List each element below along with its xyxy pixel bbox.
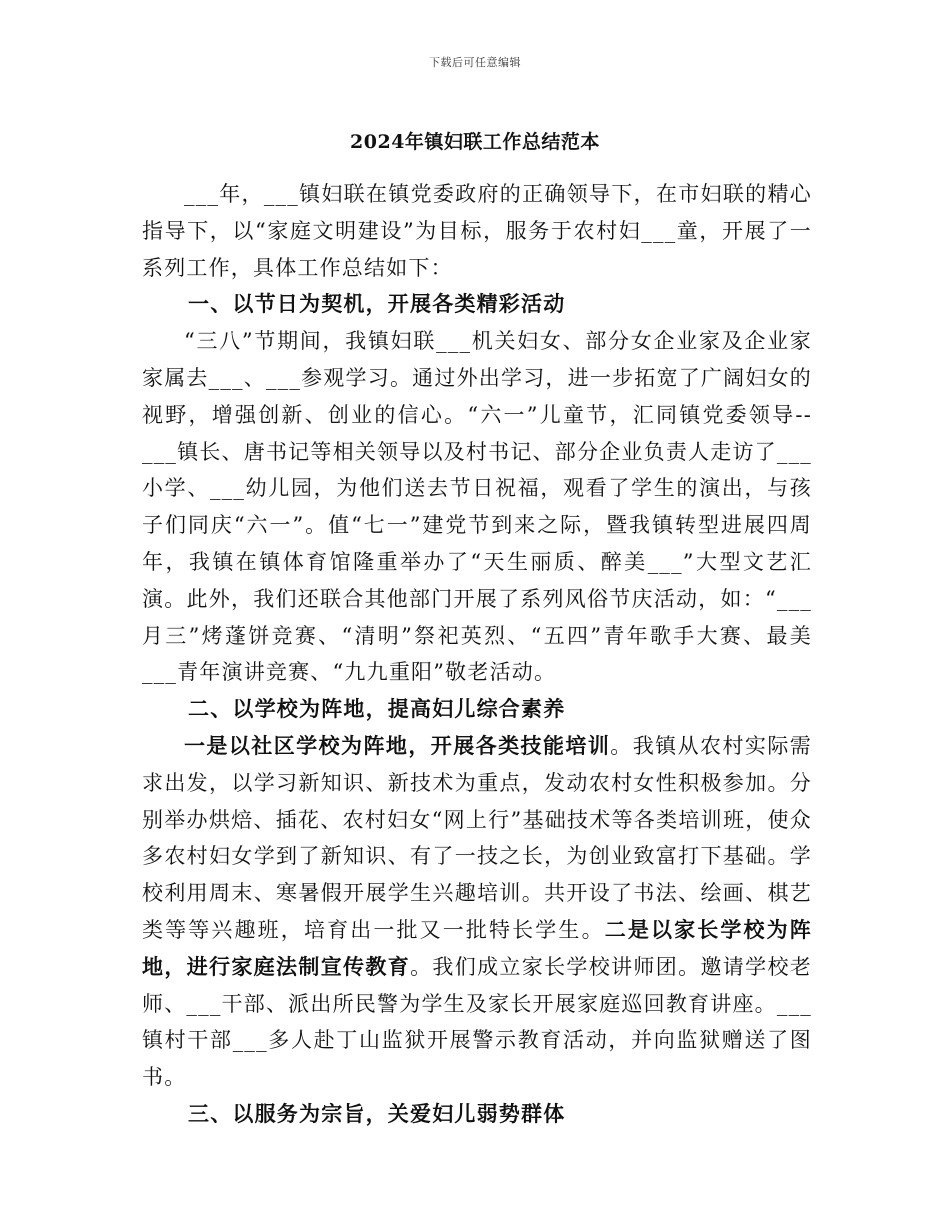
section-2-heading: 二、以学校为阵地，提高妇儿综合素养 xyxy=(188,696,566,722)
point-2-lead: 二是以家长学校为阵地，进行家庭法制宣传教育 xyxy=(142,916,813,979)
point-1-body: 。我镇从农村实际需求出发，以学习新知识、新技术为重点，发动农村女性积极参加。分别举办烘焙、插花、农村妇女“网上行”基础技术等各类培训班，使众多农村妇女学到了新知识、有了一技之长，为创业致富打下基础。学校利用周末、寒暑假开展学生兴趣培训。共开设了书法、绘画、棋艺类等等兴趣班，培育出一批又一批特长学生。 xyxy=(142,733,812,942)
section-3-heading: 三、以服务为宗旨，关爱妇儿弱势群体 xyxy=(188,1100,566,1126)
intro-paragraph: ___年，___镇妇联在镇党委政府的正确领导下，在市妇联的精心指导下，以“家庭文明建设”为目标，服务于农村妇___童，开展了一系列工作，具体工作总结如下： xyxy=(142,182,812,280)
section-1-paragraph: “三八”节期间，我镇妇联___机关妇女、部分女企业家及企业家家属去___、___参观学习。通过外出学习，进一步拓宽了广阔妇女的视野，增强创新、创业的信心。“六一”儿童节，汇同镇党委领导--___镇长、唐书记等相关领导以及村书记、部分企业负责人走访了___小学、___幼儿园，为他们送去节日祝福，观看了学生的演出，与孩子们同庆“六一”。值“七一”建党节到来之际，暨我镇转型进展四周年，我镇在镇体育馆隆重举办了“天生丽质、醉美___”大型文艺汇演。此外，我们还联合其他部门开展了系列风俗节庆活动，如：“___月三”烤蓬饼竞赛、“清明”祭祀英烈、“五四”青年歌手大赛、最美___青年演讲竞赛、“九九重阳”敬老活动。 xyxy=(142,329,812,685)
document-title: 2024年镇妇联工作总结范本 xyxy=(350,131,600,153)
section-2-paragraph xyxy=(142,728,812,1096)
section-1-heading: 一、以节日为契机，开展各类精彩活动 xyxy=(188,291,566,317)
point-2-body: 。我们成立家长学校讲师团。邀请学校老师、___干部、派出所民警为学生及家长开展家庭巡回教育讲座。___镇村干部___多人赴丁山监狱开展警示教育活动，并向监狱赠送了图书。 xyxy=(142,954,812,1090)
point-1-lead: 一是以社区学校为阵地，开展各类技能培训 xyxy=(184,732,611,758)
document-body xyxy=(142,176,812,1133)
header-note: 下载后可任意编辑 xyxy=(429,56,521,69)
